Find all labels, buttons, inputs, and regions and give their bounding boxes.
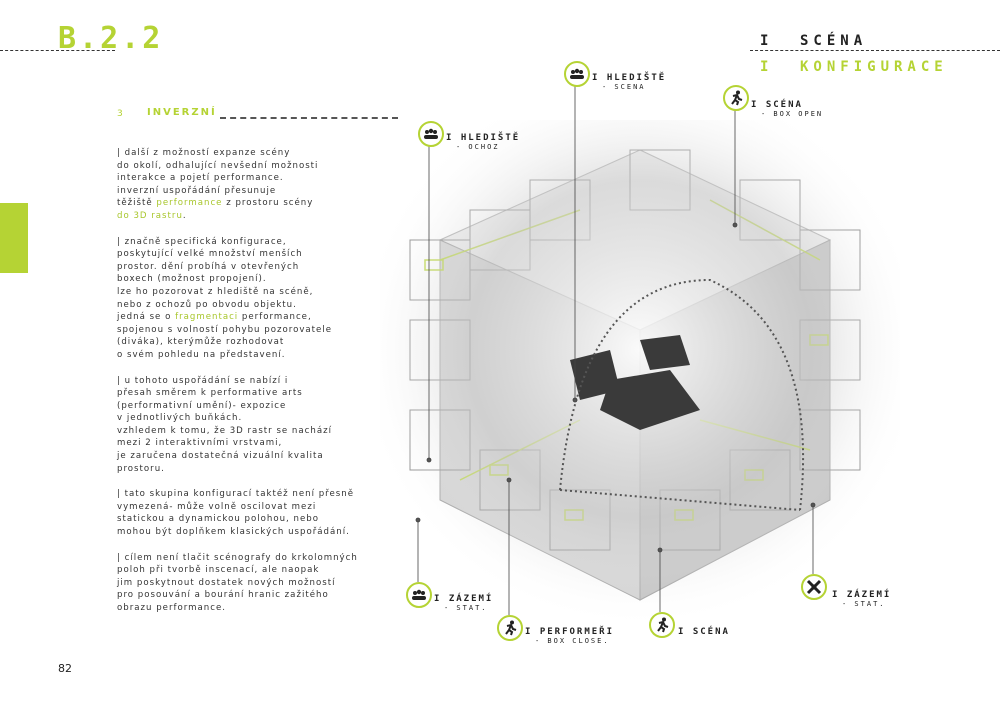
label-zazemi-left: I ZÁZEMÍ - STAT. — [434, 594, 494, 612]
label-hlediste-scena: I HLEDIŠTĚ - SCENA — [592, 73, 667, 91]
header-title-konfigurace: I KONFIGURACE — [760, 59, 948, 75]
page-number: 82 — [58, 662, 72, 675]
paragraph-4: | tato skupina konfigurací taktéž není přesně vymezená- může volně oscilovat mezi statickou a dynamickou polohou, nebo mohou být doplňkem klasických uspořádání. — [117, 489, 354, 538]
audience-icon — [406, 582, 432, 608]
subsection-number: 3 — [117, 109, 125, 119]
section-code: B.2.2 — [58, 21, 164, 56]
runner-icon — [649, 612, 675, 638]
audience-icon — [418, 121, 444, 147]
runner-icon — [723, 85, 749, 111]
runner-icon — [497, 615, 523, 641]
label-zazemi-right: I ZÁZEMÍ - STAT. — [832, 590, 892, 608]
paragraph-5: | cílem není tlačit scénografy do krkolomných poloh při tvorbě inscenací, ale naopak jim poskytnout dostatek nových možností pro posouvání a bourání hranic zažitého obrazu performance. — [117, 552, 358, 613]
label-hlediste-ochoz: I HLEDIŠTĚ - OCHOZ — [446, 133, 521, 151]
subsection-title: INVERZNÍ — [147, 107, 217, 118]
paragraph-1: | další z možností expanze scény do okolí, odhalující nevšední možnosti interakce a pojetí performance. inverzní uspořádání přesunuje těžiště performance z prostoru scény do 3D rastru. — [117, 148, 319, 221]
tools-icon — [801, 574, 827, 600]
label-scena-bottom: I SCÉNA — [678, 627, 730, 637]
label-scena-box-open: I SCÉNA - BOX OPEN — [751, 100, 824, 118]
paragraph-2: | značně specifická konfigurace, poskytující velké množství menších prostor. dění probíhá v otevřených boxech (možnost propojení). lze ho pozorovat z hlediště na scéně, nebo z ochozů po obvodu objektu. jedná se o fragmentaci performance, spojenou s volností pohybu pozorovatele (diváka), kterýmůže rozhodovat o svém pohledu na představení. — [117, 236, 333, 360]
header-title-scena: I SCÉNA — [760, 33, 868, 49]
paragraph-3: | u tohoto uspořádání se nabízí i přesah směrem k performative arts (performativní umění)- expozice v jednotlivých buňkách. vzhledem k tomu, že 3D rastr se nachází mezi 2 interaktivními vrstvami, je zaručena dostatečná vizuální kvalita prostoru. — [117, 375, 332, 474]
audience-icon — [564, 61, 590, 87]
label-performeri: I PERFORMEŘI - BOX CLOSE. — [525, 627, 615, 645]
